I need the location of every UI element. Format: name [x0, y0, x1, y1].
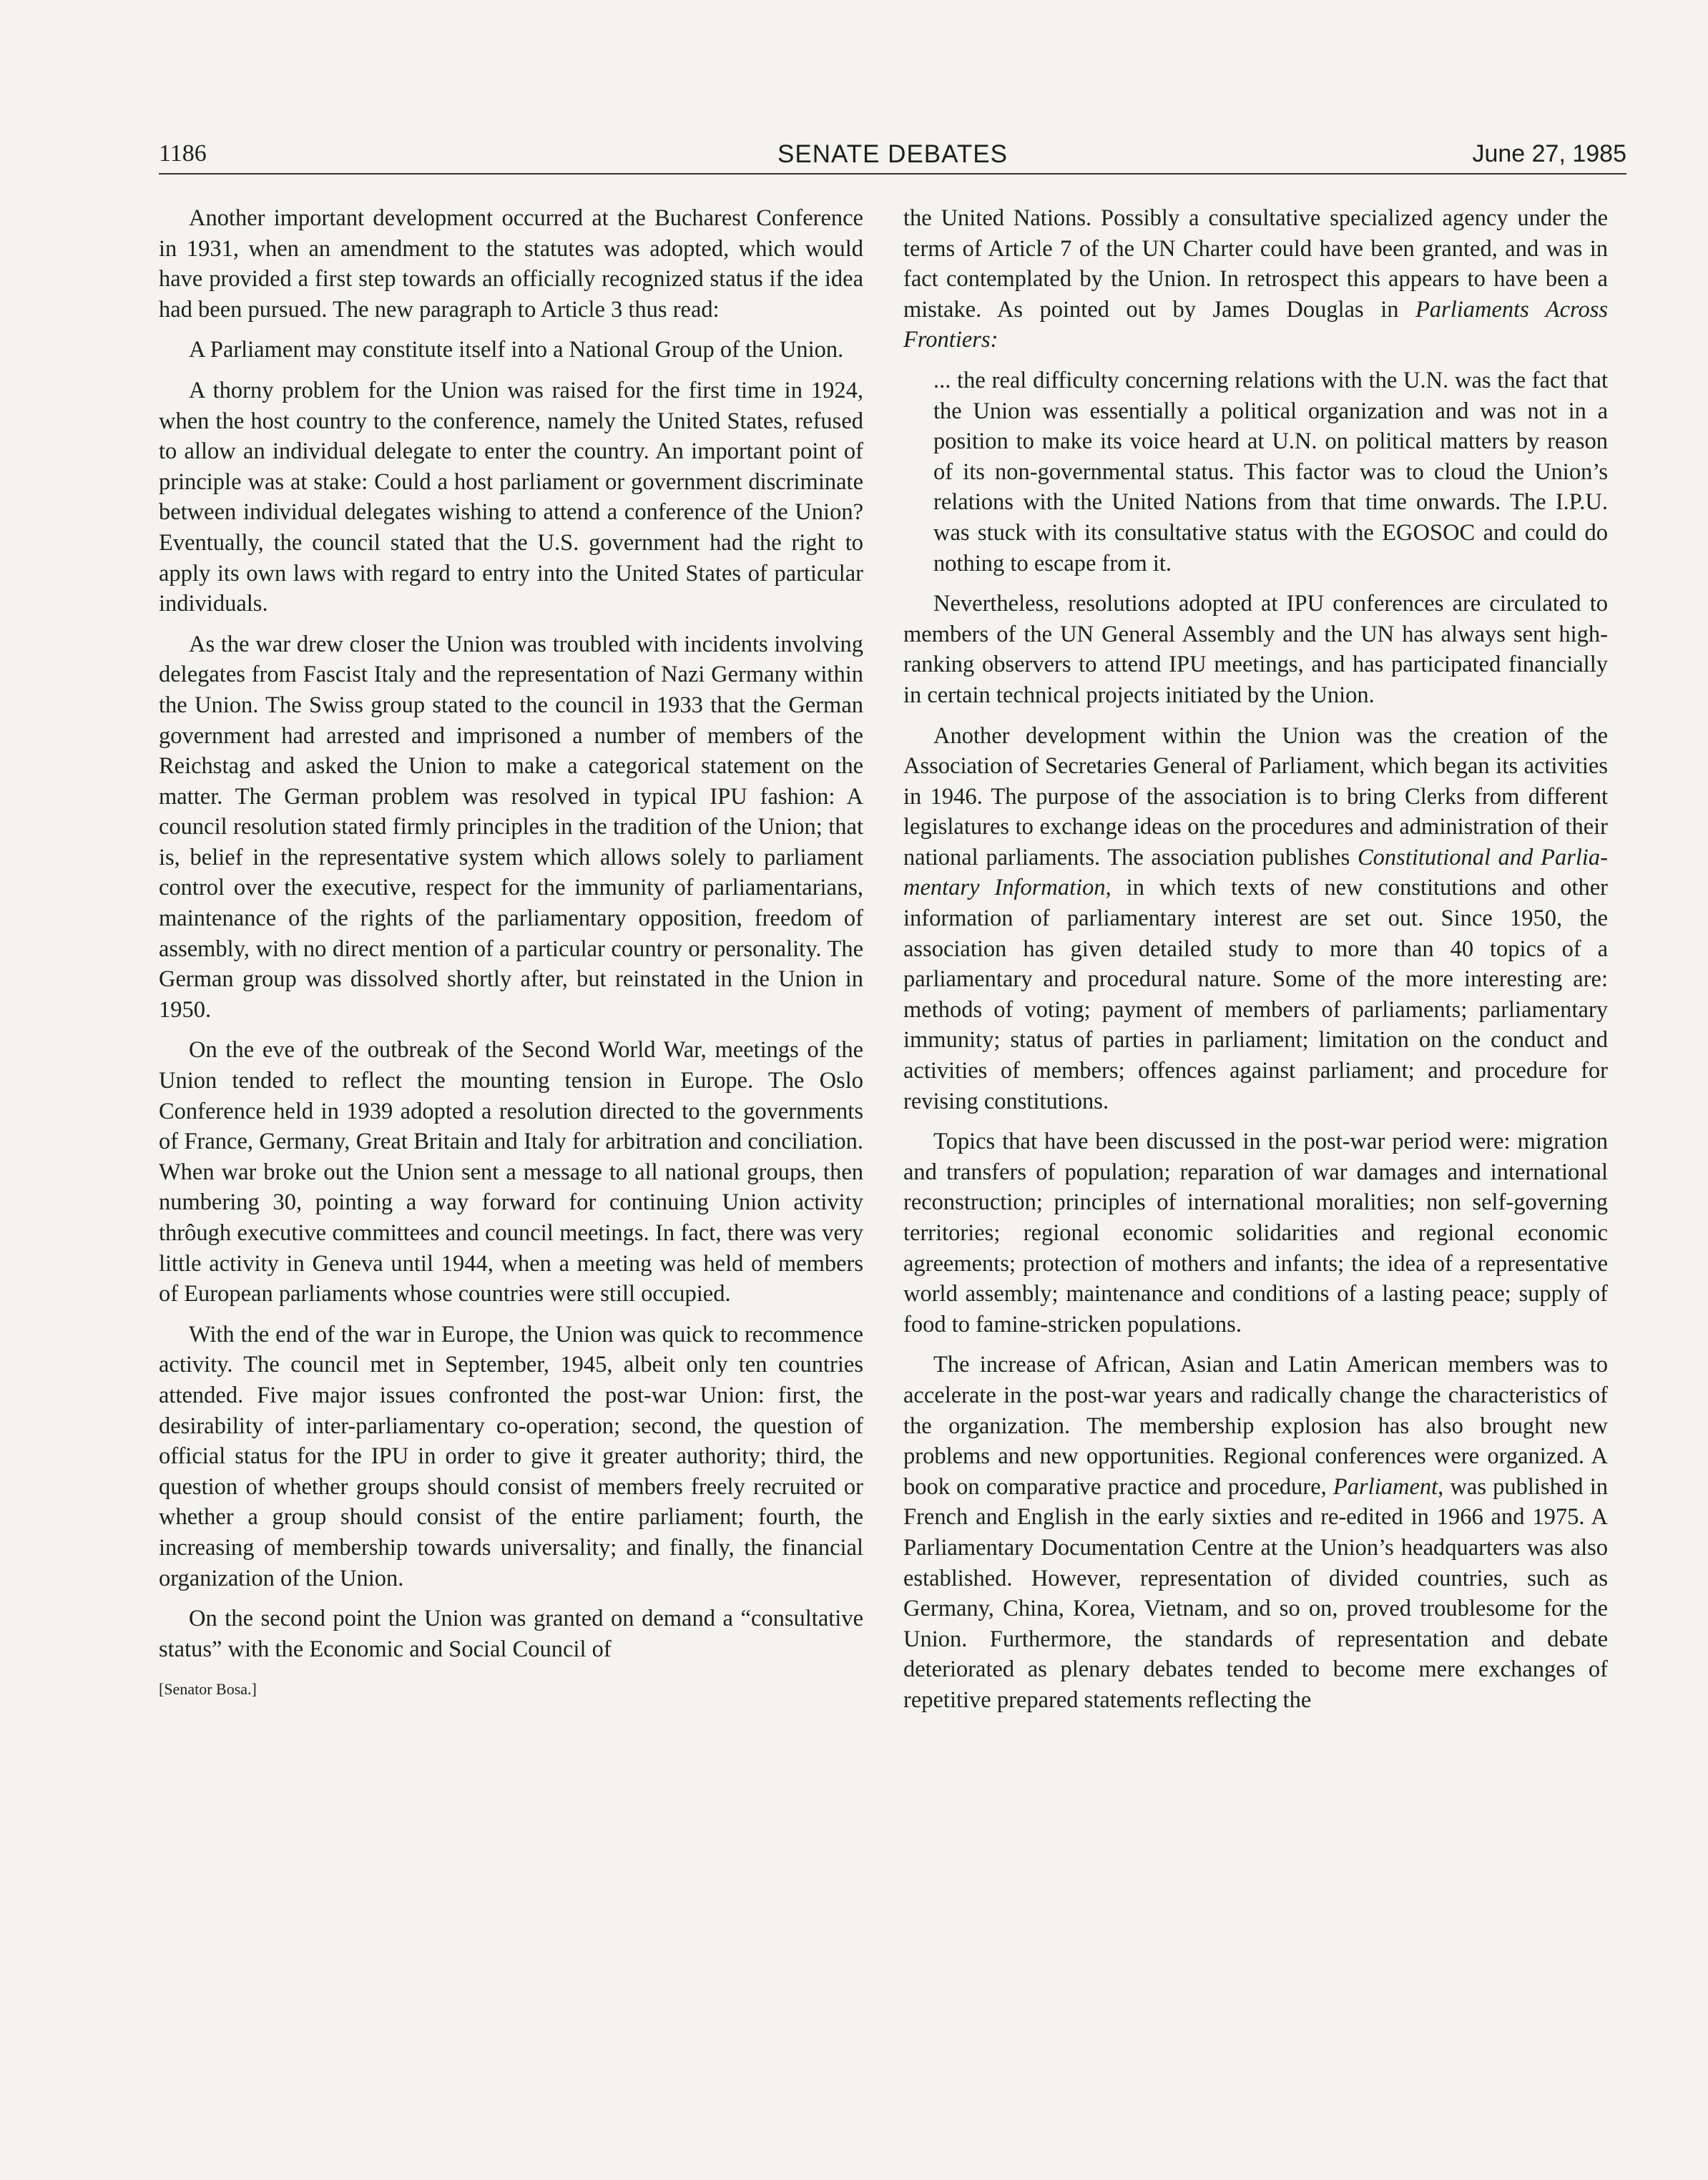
book-title: Parliament: [1332, 1473, 1438, 1500]
paragraph: As the war drew closer the Union was troubled with incidents involving delegates from Fascist Italy and the representation of Nazi Germany within the Union. The Swiss group stated to the council in 1933 that the German government had arrested and imprisoned a number of members of the Reichstag and asked the Union to make a categorical statement on the matter. The German problem was resolved in typical IPU fashion: A council resolution stated firmly principles in the tradition of the Union; that is, belief in the representative system which allows solely to parliament control over the executive, respect for the immunity of parliamentarians, maintenance of the rights of the parliamentary opposition, freedom of assembly, with no direct mention of a particular country or personality. The German group was dissolved shortly after, but reinstated in the Union in 1950.: [159, 631, 863, 1023]
left-column: [159, 203, 863, 1705]
paragraph-text: The increase of African, Asian and Latin American members was to accelerate in the post-war years and radically change the characteristics of the organization. The membership explosion has also brought new problems and new opportunities. Regional conferences were organized. A book on comparative practice and procedure,: [903, 1352, 1608, 1500]
paragraph: On the eve of the outbreak of the Second World War, meetings of the Union tended to reflect the mounting tension in Europe. The Oslo Conference held in 1939 adopted a resolution directed to the governments of France, Germany, Great Britain and Italy for arbitration and conciliation. When war broke out the Union sent a message to all national groups, then numbering 30, pointing a way forward for continuing Union activity thrôugh executive committees and council meetings. In fact, there was very little activity in Geneva until 1944, when a meeting was held of members of European parliaments whose countries were still occupied.: [159, 1037, 863, 1307]
header-rule: [159, 173, 1626, 175]
paragraph: With the end of the war in Europe, the Union was quick to recommence activity. The council met in September, 1945, albeit only ten countries attended. Five major issues confronted the post-war Union: first, the desirability of inter-parliamentary co-operation; second, the question of official status for the IPU in order to give it greater authority; third, the question of whether groups should consist of members freely recruited or whether a group should consist of the entire parliament; fourth, the increasing of membership towards universality; and finally, the financial organization of the Union.: [159, 1321, 863, 1591]
page-header: [159, 140, 1626, 177]
book-title: Constitutional and Parliamentary Information: [903, 844, 1609, 901]
speaker-attribution: [Senator Bosa.]: [159, 1680, 257, 1699]
paragraph: Topics that have been discussed in the post-war period were: migration and transfers of population; reparation of war damages and international reconstruction; principles of international moralities; non self-governing territories; regional economic solidarities and regional economic agreements; protection of mothers and infants; the idea of a representative world assembly; maintenance and conditions of a lasting peace; supply of food to famine-stricken populations.: [903, 1129, 1608, 1337]
paragraph: A thorny problem for the Union was raised for the first time in 1924, when the host country to the conference, namely the United States, refused to allow an individual delegate to enter the country. An important point of principle was at stake: Could a host parliament or government discriminate between individual delegates wishing to attend a conference of the Union? Eventually, the council stated that the U.S. government had the right to apply its own laws with regard to entry into the United States of particular individuals.: [159, 377, 863, 617]
paragraph: Another important development occurred at the Bucharest Conference in 1931, when an amendment to the statutes was adopted, which would have provided a first step towards an officially recognized status if the idea had been pursued. The new paragraph to Article 3 thus read:: [159, 205, 863, 323]
book-title: Parliaments Across Frontiers:: [903, 296, 1608, 353]
paragraph-text: Another development within the Union was the creation of the Association of Secretaries General of Parliament, which began its activities in 1946. The purpose of the association is to bring Clerks from different legislatures to exchange ideas on the procedures and administration of their national parliaments. The association publishes: [903, 722, 1608, 870]
paragraph-text: , was published in French and English in the early sixties and re-edited in 1966 and 1975. A Parliamentary Documentation Centre at the Union’s headquarters was also established. However, representation of divided countries, such as Germany, China, Korea, Vietnam, and so on, proved troublesome for the Union. Furthermore, the standards of representation and debate deteriorated as plenary debates tended to become mere exchanges of repetitive prepared statements reflecting the: [903, 1473, 1608, 1713]
paragraph-continued: [903, 203, 1608, 355]
paragraph: On the second point the Union was granted on demand a “consultative status” with the Economic and Social Council of: [159, 1606, 863, 1662]
paragraph: [903, 1350, 1608, 1715]
header-date: June 27, 1985: [1472, 140, 1626, 167]
paragraph: Nevertheless, resolutions adopted at IPU conferences are circulated to members of the UN General Assembly and the UN has always sent high-ranking observers to attend IPU meetings, and has participated financially in certain technical projects initiated by the Union.: [903, 591, 1608, 708]
block-quote: ... the real difficulty concerning relations with the U.N. was the fact that the Union was essentially a political organization and was not in a position to make its voice heard at U.N. on political matters by reason of its non-governmental status. This factor was to cloud the Union’s relations with the United Nations from that time onwards. The I.P.U. was stuck with its consultative status with the EGOSOC and could do nothing to escape from it.: [933, 367, 1608, 576]
page-number: 1186: [159, 140, 207, 167]
paragraph-text: the United Nations. Possibly a consultative specialized agency under the terms of Article 7 of the UN Charter could have been granted, and was in fact contemplated by the Union. In retrospect this appears to have been a mistake. As pointed out by James Douglas in: [903, 205, 1608, 323]
running-title: SENATE DEBATES: [777, 140, 1008, 168]
block-quote: A Parliament may constitute itself into a National Group of the Union.: [189, 337, 844, 363]
right-column: [903, 203, 1608, 1726]
paragraph: [903, 721, 1608, 1117]
paragraph-text: , in which texts of new constitutions and other information of parliamentary interest are set out. Since 1950, the association has given detailed study to more than 40 topics of a parliamentary and procedural nature. Some of the more interesting are: methods of voting; payment of members of parliaments; parliamentary immunity; status of parties in parliament; limitation on the conduct and activities of members; offences against parliament; and procedure for revising constitutions.: [903, 875, 1608, 1114]
